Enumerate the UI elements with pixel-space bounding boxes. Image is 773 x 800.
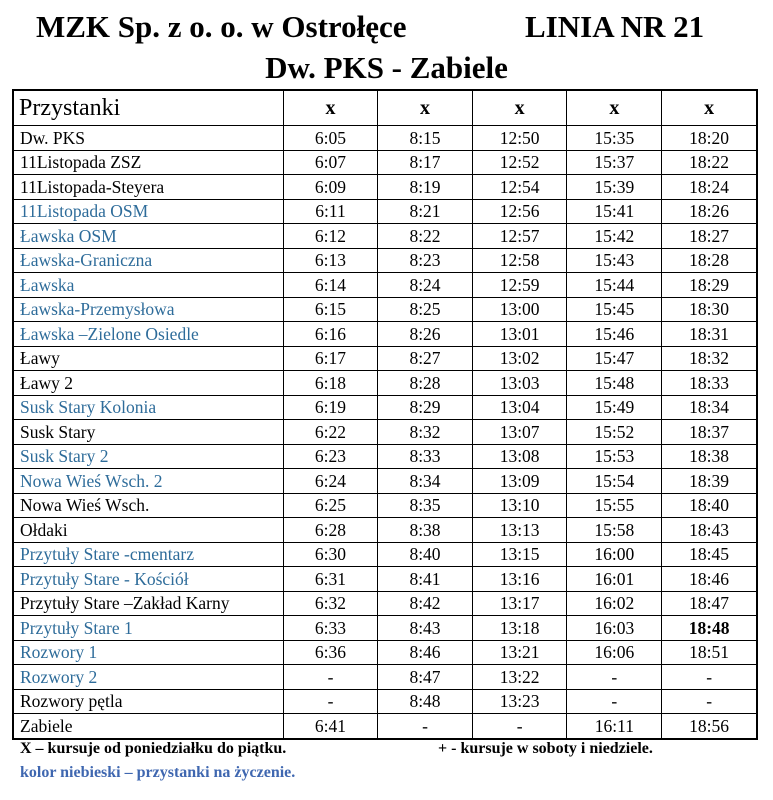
- departure-time: 13:10: [472, 493, 567, 518]
- table-row: [13, 616, 757, 641]
- departure-time: -: [567, 665, 662, 690]
- departure-time: 6:36: [283, 640, 378, 665]
- stop-name: Ławy: [13, 346, 283, 371]
- departure-time: 16:06: [567, 640, 662, 665]
- departure-time: 13:08: [472, 444, 567, 469]
- departure-time: 6:11: [283, 199, 378, 224]
- departure-time: 13:02: [472, 346, 567, 371]
- departure-time: 15:48: [567, 371, 662, 396]
- departure-time: 15:37: [567, 150, 662, 175]
- departure-time: 6:07: [283, 150, 378, 175]
- table-row: [13, 273, 757, 298]
- departure-time: -: [662, 689, 757, 714]
- stop-name: Przytuły Stare –Zakład Karny: [13, 591, 283, 616]
- departure-time: 18:51: [662, 640, 757, 665]
- departure-time: 13:09: [472, 469, 567, 494]
- departure-time: -: [567, 689, 662, 714]
- stop-name: Ławy 2: [13, 371, 283, 396]
- departure-time: 8:19: [378, 175, 473, 200]
- departure-time: 8:22: [378, 224, 473, 249]
- departure-time: 13:23: [472, 689, 567, 714]
- table-row: [13, 150, 757, 175]
- departure-time: 13:00: [472, 297, 567, 322]
- departure-time: 15:47: [567, 346, 662, 371]
- departure-time: 15:46: [567, 322, 662, 347]
- departure-time: 13:22: [472, 665, 567, 690]
- table-row: [13, 665, 757, 690]
- departure-time: 12:50: [472, 126, 567, 151]
- departure-time: 6:23: [283, 444, 378, 469]
- table-row: [13, 444, 757, 469]
- departure-time: -: [378, 714, 473, 739]
- stop-name: Ławska: [13, 273, 283, 298]
- stop-name: 11Listopada OSM: [13, 199, 283, 224]
- departure-time: 8:46: [378, 640, 473, 665]
- departure-time: 6:09: [283, 175, 378, 200]
- departure-time: 18:24: [662, 175, 757, 200]
- departure-time: 13:15: [472, 542, 567, 567]
- departure-time: 8:15: [378, 126, 473, 151]
- stop-name: Susk Stary: [13, 420, 283, 445]
- departure-time: 13:16: [472, 567, 567, 592]
- departure-time: -: [283, 689, 378, 714]
- departure-time: 13:21: [472, 640, 567, 665]
- departure-time: 18:48: [662, 616, 757, 641]
- table-row: [13, 689, 757, 714]
- departure-time: 18:20: [662, 126, 757, 151]
- departure-time: 15:58: [567, 518, 662, 543]
- table-row: [13, 126, 757, 151]
- departure-time: 6:18: [283, 371, 378, 396]
- weekend-note: + - kursuje w soboty i niedziele.: [438, 740, 653, 757]
- route-title: Dw. PKS - Zabiele: [265, 50, 508, 85]
- table-row: [13, 493, 757, 518]
- departure-time: 18:28: [662, 248, 757, 273]
- departure-time: 6:05: [283, 126, 378, 151]
- table-row: [13, 518, 757, 543]
- departure-time: 6:33: [283, 616, 378, 641]
- departure-time: 12:56: [472, 199, 567, 224]
- table-row: [13, 542, 757, 567]
- departure-time: 8:28: [378, 371, 473, 396]
- departure-time: 15:42: [567, 224, 662, 249]
- stop-name: Susk Stary 2: [13, 444, 283, 469]
- departure-time: 18:27: [662, 224, 757, 249]
- departure-time: 15:45: [567, 297, 662, 322]
- stop-name: Ławska OSM: [13, 224, 283, 249]
- departure-column-header: x: [283, 90, 378, 126]
- stops-column-header: Przystanki: [13, 90, 283, 126]
- departure-time: 12:58: [472, 248, 567, 273]
- stop-name: 11Listopada-Steyera: [13, 175, 283, 200]
- timetable-header-row: [13, 90, 757, 126]
- departure-time: 8:42: [378, 591, 473, 616]
- departure-time: 8:25: [378, 297, 473, 322]
- departure-time: 13:04: [472, 395, 567, 420]
- weekday-note: X – kursuje od poniedziałku do piątku.: [20, 740, 287, 757]
- table-row: [13, 567, 757, 592]
- departure-time: 18:46: [662, 567, 757, 592]
- departure-time: 8:43: [378, 616, 473, 641]
- request-stop-note: kolor niebieski – przystanki na życzenie.: [20, 764, 296, 781]
- stop-name: Rozwory pętla: [13, 689, 283, 714]
- departure-time: 6:13: [283, 248, 378, 273]
- departure-time: 18:29: [662, 273, 757, 298]
- departure-time: 18:34: [662, 395, 757, 420]
- departure-time: 8:47: [378, 665, 473, 690]
- stop-name: Nowa Wieś Wsch. 2: [13, 469, 283, 494]
- departure-time: 8:40: [378, 542, 473, 567]
- departure-time: 16:02: [567, 591, 662, 616]
- departure-time: 6:22: [283, 420, 378, 445]
- departure-time: 6:14: [283, 273, 378, 298]
- departure-column-header: x: [472, 90, 567, 126]
- departure-time: 8:21: [378, 199, 473, 224]
- stop-name: Rozwory 2: [13, 665, 283, 690]
- table-row: [13, 371, 757, 396]
- stop-name: Przytuły Stare - Kościół: [13, 567, 283, 592]
- table-row: [13, 297, 757, 322]
- departure-time: 8:23: [378, 248, 473, 273]
- departure-time: 6:16: [283, 322, 378, 347]
- departure-time: 13:17: [472, 591, 567, 616]
- departure-time: 8:29: [378, 395, 473, 420]
- departure-time: -: [662, 665, 757, 690]
- departure-time: 6:30: [283, 542, 378, 567]
- departure-time: 6:31: [283, 567, 378, 592]
- departure-time: 18:56: [662, 714, 757, 739]
- departure-time: 18:47: [662, 591, 757, 616]
- departure-time: 15:43: [567, 248, 662, 273]
- timetable: [12, 89, 758, 740]
- departure-time: 12:52: [472, 150, 567, 175]
- departure-time: 18:45: [662, 542, 757, 567]
- stop-name: Przytuły Stare 1: [13, 616, 283, 641]
- departure-time: -: [472, 714, 567, 739]
- departure-time: 18:38: [662, 444, 757, 469]
- table-row: [13, 199, 757, 224]
- table-row: [13, 640, 757, 665]
- departure-time: 15:53: [567, 444, 662, 469]
- departure-time: 8:41: [378, 567, 473, 592]
- line-number: LINIA NR 21: [525, 9, 705, 44]
- departure-time: 15:41: [567, 199, 662, 224]
- departure-time: 12:59: [472, 273, 567, 298]
- departure-time: 6:19: [283, 395, 378, 420]
- departure-time: 6:25: [283, 493, 378, 518]
- departure-column-header: x: [378, 90, 473, 126]
- table-row: [13, 714, 757, 739]
- table-row: [13, 322, 757, 347]
- departure-time: -: [283, 665, 378, 690]
- departure-time: 15:39: [567, 175, 662, 200]
- departure-time: 8:33: [378, 444, 473, 469]
- departure-time: 16:03: [567, 616, 662, 641]
- departure-time: 15:52: [567, 420, 662, 445]
- departure-time: 18:26: [662, 199, 757, 224]
- departure-time: 6:28: [283, 518, 378, 543]
- departure-time: 8:35: [378, 493, 473, 518]
- departure-time: 16:01: [567, 567, 662, 592]
- stop-name: Ławska –Zielone Osiedle: [13, 322, 283, 347]
- departure-time: 8:48: [378, 689, 473, 714]
- departure-time: 6:12: [283, 224, 378, 249]
- stop-name: Susk Stary Kolonia: [13, 395, 283, 420]
- departure-column-header: x: [567, 90, 662, 126]
- departure-time: 18:39: [662, 469, 757, 494]
- timetable-body: [13, 126, 757, 739]
- departure-time: 8:26: [378, 322, 473, 347]
- table-row: [13, 395, 757, 420]
- departure-time: 16:00: [567, 542, 662, 567]
- departure-time: 15:44: [567, 273, 662, 298]
- stop-name: Nowa Wieś Wsch.: [13, 493, 283, 518]
- departure-time: 18:22: [662, 150, 757, 175]
- departure-time: 6:24: [283, 469, 378, 494]
- departure-time: 18:30: [662, 297, 757, 322]
- departure-time: 15:35: [567, 126, 662, 151]
- departure-time: 8:38: [378, 518, 473, 543]
- departure-time: 6:41: [283, 714, 378, 739]
- departure-time: 6:15: [283, 297, 378, 322]
- departure-time: 13:18: [472, 616, 567, 641]
- table-row: [13, 248, 757, 273]
- table-row: [13, 420, 757, 445]
- stop-name: Dw. PKS: [13, 126, 283, 151]
- departure-time: 18:37: [662, 420, 757, 445]
- company-name: MZK Sp. z o. o. w Ostrołęce: [36, 9, 407, 44]
- departure-time: 15:55: [567, 493, 662, 518]
- departure-time: 8:34: [378, 469, 473, 494]
- departure-time: 12:54: [472, 175, 567, 200]
- table-row: [13, 591, 757, 616]
- departure-time: 8:27: [378, 346, 473, 371]
- departure-time: 18:43: [662, 518, 757, 543]
- table-row: [13, 346, 757, 371]
- stop-name: Ołdaki: [13, 518, 283, 543]
- departure-time: 13:01: [472, 322, 567, 347]
- departure-time: 18:31: [662, 322, 757, 347]
- departure-time: 13:13: [472, 518, 567, 543]
- stop-name: Ławska-Graniczna: [13, 248, 283, 273]
- departure-time: 6:17: [283, 346, 378, 371]
- stop-name: Przytuły Stare -cmentarz: [13, 542, 283, 567]
- departure-time: 15:54: [567, 469, 662, 494]
- departure-time: 8:24: [378, 273, 473, 298]
- departure-time: 12:57: [472, 224, 567, 249]
- table-row: [13, 224, 757, 249]
- stop-name: 11Listopada ZSZ: [13, 150, 283, 175]
- stop-name: Ławska-Przemysłowa: [13, 297, 283, 322]
- departure-time: 6:32: [283, 591, 378, 616]
- stop-name: Zabiele: [13, 714, 283, 739]
- stop-name: Rozwory 1: [13, 640, 283, 665]
- table-row: [13, 175, 757, 200]
- departure-time: 15:49: [567, 395, 662, 420]
- departure-time: 18:32: [662, 346, 757, 371]
- table-row: [13, 469, 757, 494]
- departure-time: 13:07: [472, 420, 567, 445]
- departure-time: 18:40: [662, 493, 757, 518]
- departure-time: 16:11: [567, 714, 662, 739]
- departure-time: 8:17: [378, 150, 473, 175]
- departure-time: 13:03: [472, 371, 567, 396]
- departure-time: 18:33: [662, 371, 757, 396]
- departure-time: 8:32: [378, 420, 473, 445]
- departure-column-header: x: [662, 90, 757, 126]
